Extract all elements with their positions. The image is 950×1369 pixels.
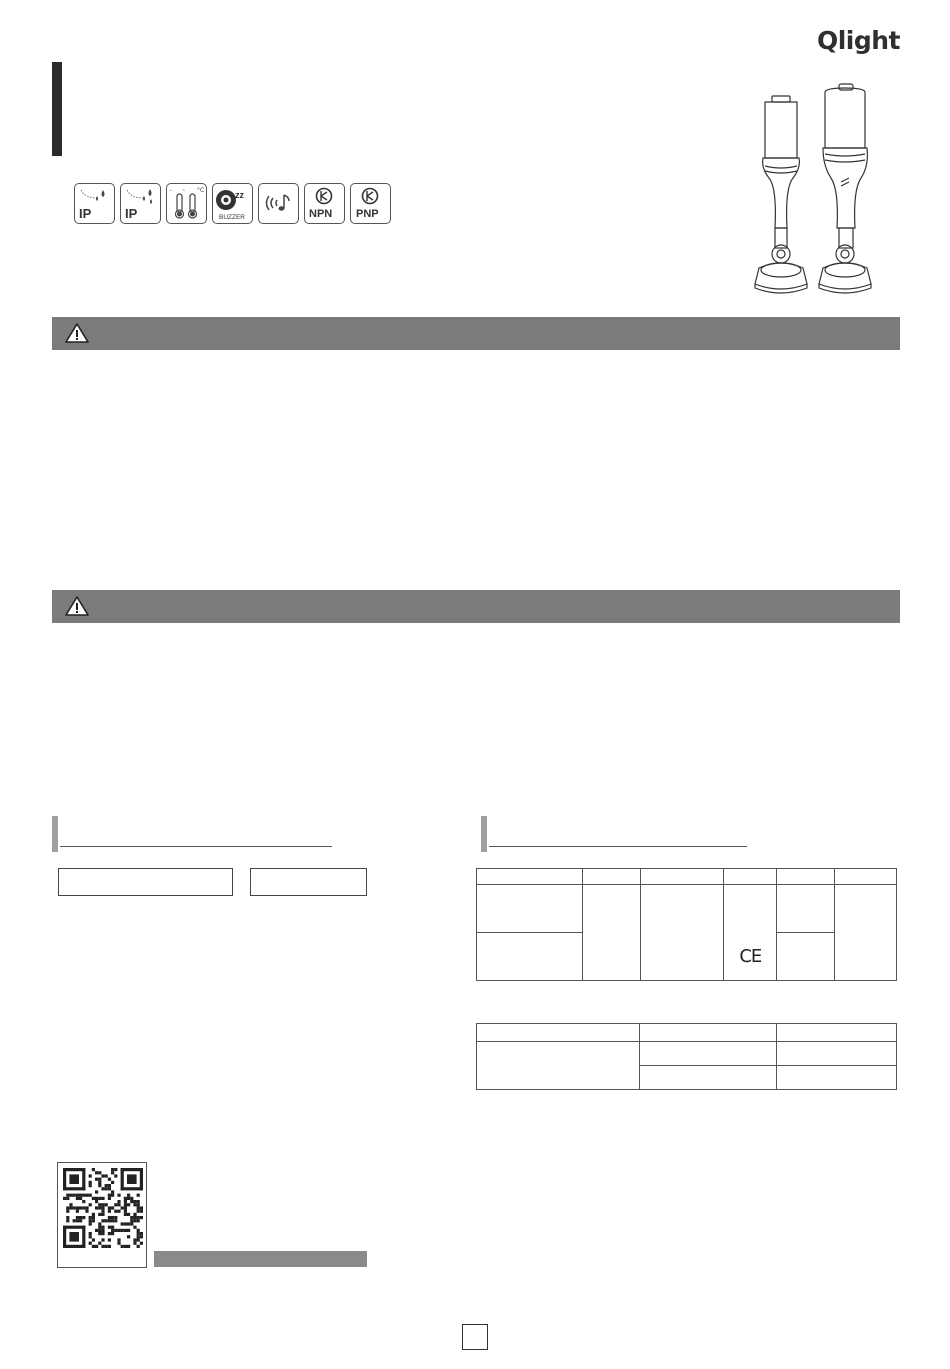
sound-icon [258, 183, 299, 224]
svg-text:PNP: PNP [356, 208, 379, 220]
svg-text:zz: zz [235, 190, 244, 200]
table-cell [477, 933, 583, 981]
qr-code[interactable] [63, 1168, 143, 1248]
table-cell [777, 1066, 897, 1090]
feature-icons [74, 183, 391, 224]
qr-caption-bar [154, 1251, 367, 1267]
table-cell [835, 885, 897, 981]
table-cell [777, 1042, 897, 1066]
rating-table [476, 1023, 897, 1090]
specification-table [476, 868, 897, 981]
svg-text:-: - [170, 188, 172, 194]
table-row [477, 869, 897, 885]
table-cell [640, 869, 724, 885]
caution-header-bar [52, 590, 900, 623]
svg-text:~: ~ [182, 188, 185, 194]
table-cell [724, 885, 777, 933]
table-row [477, 885, 897, 933]
table-cell [777, 1024, 897, 1042]
qr-code-frame [57, 1162, 147, 1268]
table-row [477, 1024, 897, 1042]
buzzer-icon [212, 183, 253, 224]
ip-rating-2-icon [120, 183, 161, 224]
ce-mark: CE [739, 945, 762, 967]
svg-text:NPN: NPN [309, 208, 333, 220]
table-cell [639, 1042, 777, 1066]
svg-text:BUZZER: BUZZER [219, 214, 245, 221]
table-cell [640, 885, 724, 981]
table-cell [639, 1066, 777, 1090]
left-section-underline [60, 846, 332, 847]
caution-triangle-icon [64, 595, 90, 617]
table-row [477, 1042, 897, 1066]
temperature-icon [166, 183, 207, 224]
table-cell [477, 869, 583, 885]
table-cell [582, 885, 640, 981]
ce-mark-cell [724, 933, 777, 981]
table-cell [724, 869, 777, 885]
ip-rating-1-icon [74, 183, 115, 224]
svg-text:°C: °C [197, 187, 205, 194]
table-cell [477, 1042, 640, 1090]
table-cell [477, 885, 583, 933]
table-cell [582, 869, 640, 885]
right-section-accent [481, 816, 487, 852]
table-cell [777, 869, 835, 885]
page-number-box [462, 1324, 488, 1350]
table-cell [777, 933, 835, 981]
table-cell [835, 869, 897, 885]
warning-header-bar [52, 317, 900, 350]
table-cell [777, 885, 835, 933]
signal-tower-illustration [745, 78, 905, 298]
title-accent-bar [52, 62, 62, 156]
warning-triangle-icon [64, 322, 90, 344]
model-code-box [58, 868, 233, 896]
svg-text:IP: IP [125, 206, 138, 221]
npn-icon [304, 183, 345, 224]
left-section-accent [52, 816, 58, 852]
right-section-underline [489, 846, 747, 847]
svg-text:IP: IP [79, 206, 92, 221]
table-cell [477, 1024, 640, 1042]
table-cell [639, 1024, 777, 1042]
pnp-icon [350, 183, 391, 224]
model-option-box [250, 868, 367, 896]
brand-logo: Qlight [816, 26, 900, 55]
